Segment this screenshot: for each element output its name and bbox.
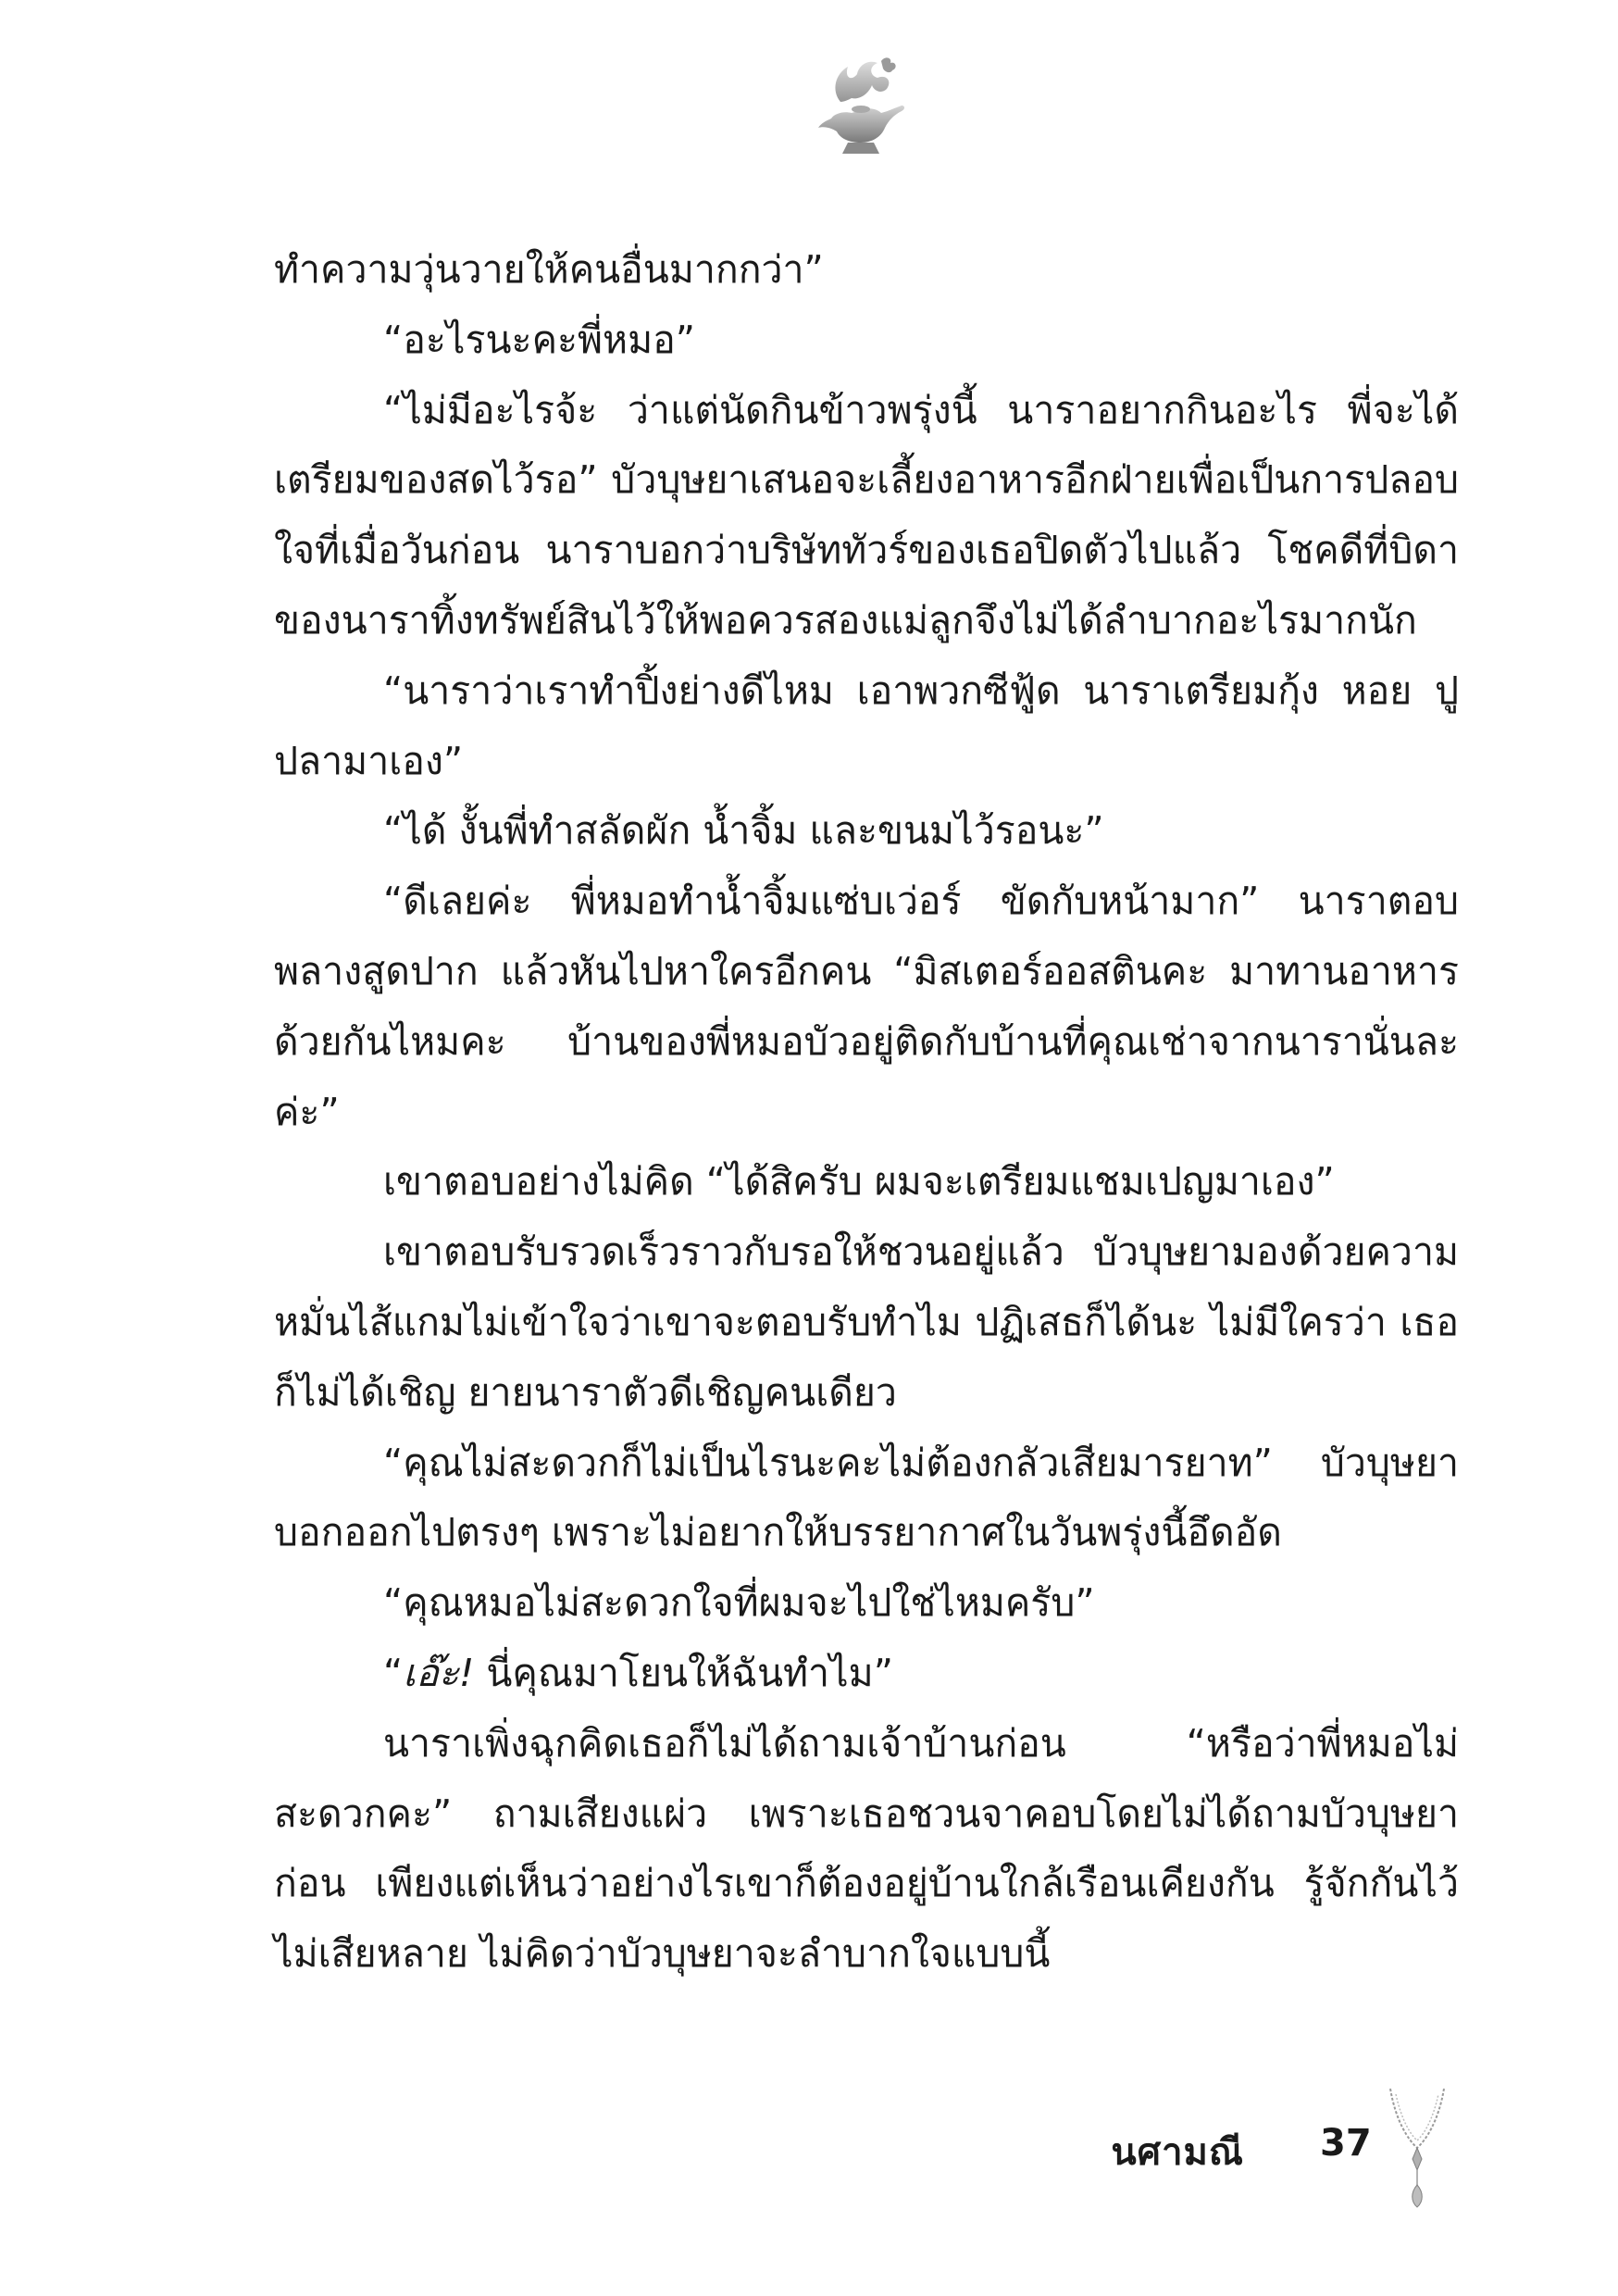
paragraph: “นาราว่าเราทำปิ้งย่างดีไหม เอาพวกซีฟู้ด นาราเตรียมกุ้ง หอย ปูปลามาเอง” (274, 668, 1459, 783)
page-number: 37 (1320, 2122, 1372, 2165)
paragraph: “คุณไม่สะดวกก็ไม่เป็นไรนะคะไม่ต้องกลัวเสียมารยาท” บัวบุษยาบอกออกไปตรงๆ เพราะไม่อยากให้บรรยากาศในวันพรุ่งนี้อึดอัด (274, 1440, 1459, 1555)
paragraph: “ได้ งั้นพี่ทำสลัดผัก น้ำจิ้ม และขนมไว้รอนะ” (383, 808, 1104, 854)
paragraph-rest: นี่คุณมาโยนให้ฉันทำไม” (474, 1650, 893, 1695)
page-footer (1092, 2085, 1481, 2224)
italic-exclamation: เอ๊ะ! (403, 1650, 475, 1695)
story-body (274, 235, 1459, 1990)
paragraph: ทำความวุ่นวายให้คนอื่นมากกว่า” (274, 247, 824, 292)
paragraph: “คุณหมอไม่สะดวกใจที่ผมจะไปใช่ไหมครับ” (383, 1580, 1095, 1626)
paragraph: “ไม่มีอะไรจ้ะ ว่าแต่นัดกินข้าวพรุ่งนี้ นาราอยากกินอะไร พี่จะได้เตรียมของสดไว้รอ” บัวบุษยาเสนอจะเลี้ยงอาหารอีกฝ่ายเพื่อเป็นการปลอบใจที่เมื่อวันก่อน นาราบอกว่าบริษัททัวร์ของเธอปิดตัวไปแล้ว โชคดีที่บิดาของนาราทิ้งทรัพย์สินไว้ให้พอควรสองแม่ลูกจึงไม่ได้ลำบากอะไรมากนัก (274, 387, 1459, 643)
book-title: นศามณี (1111, 2131, 1244, 2174)
paragraph: เขาตอบรับรวดเร็วราวกับรอให้ชวนอยู่แล้ว บัวบุษยามองด้วยความหมั่นไส้แกมไม่เข้าใจว่าเขาจะตอบรับทำไม ปฏิเสธก็ได้นะ ไม่มีใครว่า เธอก็ไม่ได้เชิญ ยายนาราตัวดีเชิญคนเดียว (274, 1229, 1459, 1415)
necklace-icon (1387, 2085, 1448, 2215)
open-quote: “ (383, 1650, 404, 1695)
paragraph: นาราเพิ่งฉุกคิดเธอก็ไม่ได้ถามเจ้าบ้านก่อน “หรือว่าพี่หมอไม่สะดวกคะ” ถามเสียงแผ่ว เพราะเธอชวนจาคอบโดยไม่ได้ถามบัวบุษยาก่อน เพียงแต่เห็นว่าอย่างไรเขาก็ต้องอยู่บ้านใกล้เรือนเคียงกัน รู้จักกันไว้ไม่เสียหลาย ไม่คิดว่าบัวบุษยาจะลำบากใจแบบนี้ (274, 1720, 1459, 1977)
paragraph (274, 1639, 1459, 1709)
paragraph: เขาตอบอย่างไม่คิด “ได้สิครับ ผมจะเตรียมแชมเปญมาเอง” (383, 1159, 1335, 1204)
paragraph: “อะไรนะคะพี่หมอ” (383, 317, 695, 362)
genie-lamp-icon (803, 54, 918, 165)
paragraph: “ดีเลยค่ะ พี่หมอทำน้ำจิ้มแซ่บเว่อร์ ขัดกับหน้ามาก” นาราตอบพลางสูดปาก แล้วหันไปหาใครอีกคน “มิสเตอร์ออสตินคะ มาทานอาหารด้วยกันไหมคะ บ้านของพี่หมอบัวอยู่ติดกับบ้านที่คุณเช่าจากนารานั่นละค่ะ” (274, 879, 1459, 1134)
